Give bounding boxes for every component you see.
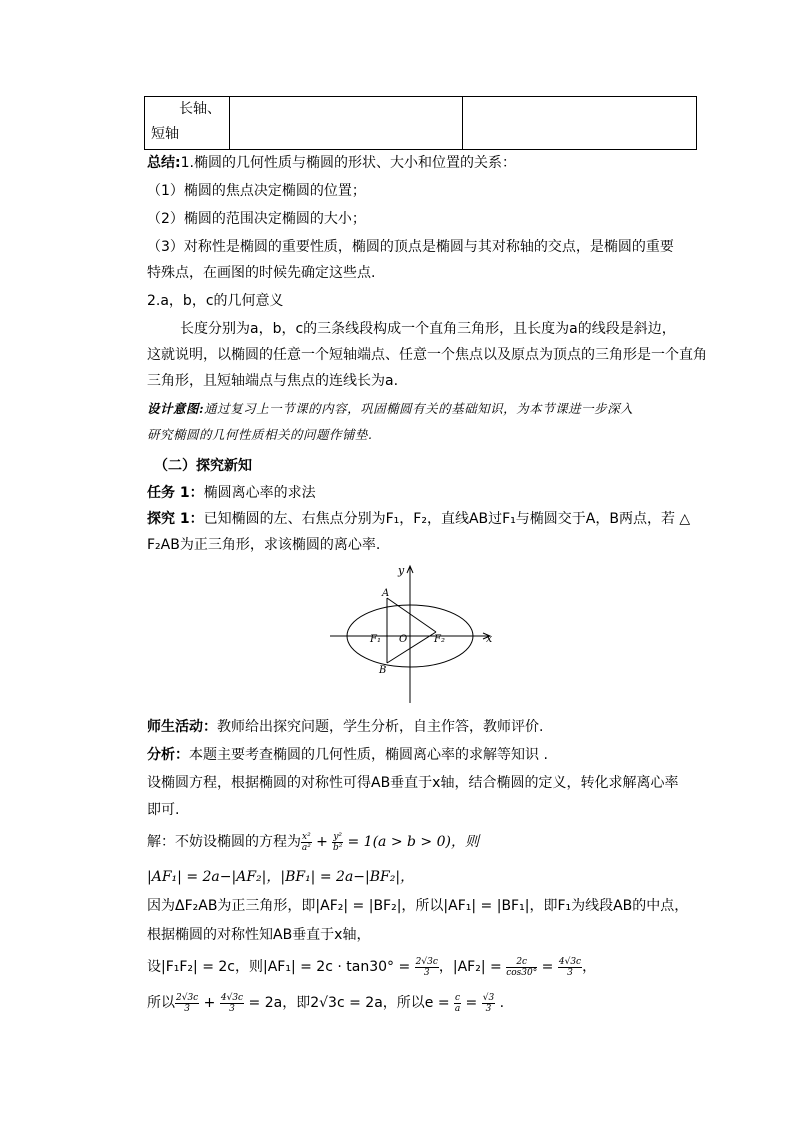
analysis-line [147,744,548,764]
task-title: 椭圆离心率的求法 [203,485,316,501]
analysis-p1a: 设椭圆方程，根据椭圆的对称性可得AB垂直于x轴，结合椭圆的定义，转化求解离心率 [147,775,679,791]
frac-num: 2√3c [415,956,438,967]
row-label-2: 短轴 [151,126,179,142]
frac-num: 2√3c [176,992,199,1003]
activity-text: 教师给出探究问题，学生分析，自主作答，教师评价. [217,719,544,735]
row-label-1: 长轴、 [179,101,221,117]
frac-4r3c-3 [558,957,582,978]
frac-2r3c-3 [175,993,199,1014]
frac-num: x² [302,831,311,842]
analysis-label: 分析： [147,747,189,763]
summary-p2b: 这就说明，以椭圆的任意一个短轴端点、任意一个焦点以及原点为顶点的三角形是一个直角 [147,347,707,363]
segment-bf2 [387,632,436,663]
solution-l6-d: = [461,995,482,1011]
explore-line-a [147,508,690,528]
label-f2: F₂ [434,634,445,645]
design-label: 设计意图: [147,401,205,416]
summary-p2c: 三角形，且短轴端点与焦点的连线长为a. [147,373,399,389]
explore-text-a: 已知椭圆的左、右焦点分别为F₁，F₂，直线AB过F₁与椭圆交于A，B两点，若 △ [203,511,691,527]
solution-line-6 [147,992,504,1014]
frac-num: √3 [482,992,495,1003]
frac-den: 3 [567,967,573,978]
frac-num: 4√3c [220,992,244,1003]
frac-4r3c-3 [220,993,244,1014]
summary-item-3b: 特殊点，在画图的时候先确定这些点. [147,265,376,281]
label-a: A [382,588,390,599]
summary-point-2: 2.a，b，c的几何意义 [147,293,284,309]
frac-2c-cos30 [506,957,537,978]
activity-label: 师生活动： [147,719,217,735]
frac-num: c [455,992,461,1003]
solution-l1-post: = 1(a > b > 0)，则 [347,834,479,850]
activity-line [147,716,543,736]
frac-num: y² [333,831,343,842]
table-cell [463,97,697,150]
label-o: O [399,634,408,645]
design-text-b: 研究椭圆的几何性质相关的问题作铺垫. [147,427,373,442]
solution-line-5 [147,956,596,978]
table-cell [230,97,463,150]
solution-l5-a: 设|F₁F₂| = 2c，则|AF₁| = 2c · tan30° = [147,959,415,975]
solution-line-1 [147,831,479,853]
frac-num: 4√3c [558,956,582,967]
solution-l5-c: = [537,959,558,975]
frac-den: cos30° [506,967,538,978]
solution-l6-e: . [495,995,505,1011]
solution-l6-c: = 2a，即2√3c = 2a，所以e = [244,995,455,1011]
frac-den: b² [332,842,343,853]
summary-item-1: （1）椭圆的焦点决定椭圆的位置； [147,183,366,199]
table-row [145,97,697,150]
design-intent-line-a [147,399,633,417]
frac-num: 2c [506,957,537,968]
summary-intro: 1.椭圆的几何性质与椭圆的形状、大小和位置的关系： [180,155,516,171]
solution-line-3: 因为ΔF₂AB为正三角形，即|AF₂| = |BF₂|，所以|AF₁| = |BF₁|，即F₁为线段AB的中点， [147,898,689,914]
frac-den: 3 [229,1003,235,1014]
frac-y2-b2 [332,832,343,853]
ellipse-figure [330,560,500,705]
design-text-a: 通过复习上一节课的内容，巩固椭圆有关的基础知识，为本节课进一步深入 [204,401,634,416]
frac-den: a² [301,842,311,853]
table-cell-label [145,97,230,150]
summary-title: 总结: [147,155,181,171]
summary-item-2: （2）椭圆的范围决定椭圆的大小； [147,211,366,227]
label-x: x [486,632,493,645]
task-line [147,482,316,502]
explore-text-b: F₂AB为正三角形，求该椭圆的离心率. [147,537,381,553]
label-y: y [398,564,405,577]
analysis-p1b: 即可. [147,802,180,818]
frac-r3-3 [482,993,495,1014]
segment-af2 [387,598,436,632]
summary-intro-line [147,152,516,172]
properties-table [144,96,697,150]
label-b: B [379,665,387,676]
plus-sign: + [316,834,328,850]
solution-l6-a: 所以 [147,995,175,1011]
solution-l1-pre: 解：不妨设椭圆的方程为 [147,834,301,850]
summary-p2a: 长度分别为a，b，c的三条线段构成一个直角三角形，且长度为a的线段是斜边， [180,321,676,337]
frac-den: 3 [184,1003,190,1014]
task-label: 任务 1： [147,485,204,501]
solution-l6-b: + [199,995,220,1011]
label-f1: F₁ [370,634,381,645]
frac-den: 3 [485,1003,492,1014]
section-title: （二）探究新知 [154,458,252,474]
frac-den: a [454,1003,461,1014]
solution-l5-d: ， [582,959,597,975]
frac-den: 3 [423,967,430,978]
frac-x2-a2 [301,832,312,853]
analysis-text: 本题主要考查椭圆的几何性质，椭圆离心率的求解等知识 . [189,747,548,763]
solution-line-2: |AF₁| = 2a−|AF₂|，|BF₁| = 2a−|BF₂|， [147,869,415,885]
frac-2r3c-3 [415,957,439,978]
explore-label: 探究 1： [147,511,204,527]
solution-l5-b: ，|AF₂| = [438,959,507,975]
solution-line-4: 根据椭圆的对称性知AB垂直于x轴， [147,927,371,943]
summary-item-3a: （3）对称性是椭圆的重要性质，椭圆的顶点是椭圆与其对称轴的交点，是椭圆的重要 [147,239,674,255]
